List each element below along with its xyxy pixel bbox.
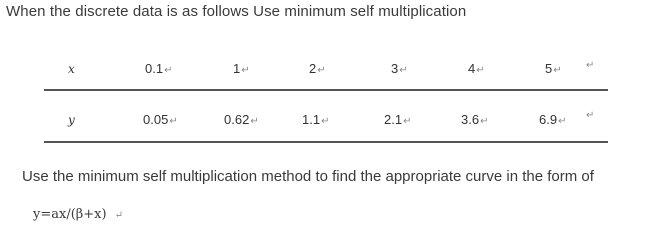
instruction-paragraph: Use the minimum self multiplication method to find the appropriate curve in the form of — [22, 168, 594, 185]
row-y-label: y — [68, 113, 75, 127]
return-mark-icon: ↵ — [558, 116, 567, 127]
table-rule-bottom — [44, 141, 608, 143]
y-value-5: 6.9↵ — [539, 112, 567, 127]
x-value-0: 0.1↵ — [145, 61, 173, 76]
y-value-2: 1.1↵ — [302, 112, 330, 127]
row-end-mark-icon: ↵ — [586, 60, 595, 71]
return-mark-icon: ↵ — [403, 116, 412, 127]
target-formula: y=ax/(β+x) ↵ — [33, 207, 123, 222]
return-mark-icon: ↵ — [317, 65, 326, 76]
question-heading: When the discrete data is as follows Use minimum self multiplication — [6, 3, 467, 20]
row-end-mark-icon: ↵ — [586, 110, 595, 121]
x-value-4: 4↵ — [468, 61, 485, 76]
row-x-label: x — [68, 62, 75, 76]
table-rule-top — [44, 89, 608, 91]
y-value-1: 0.62↵ — [224, 112, 259, 127]
return-mark-icon: ↵ — [114, 210, 123, 221]
x-value-3: 3↵ — [391, 61, 408, 76]
return-mark-icon: ↵ — [250, 116, 259, 127]
return-mark-icon: ↵ — [399, 65, 408, 76]
y-value-3: 2.1↵ — [384, 112, 412, 127]
x-value-5: 5↵ — [545, 61, 562, 76]
x-value-1: 1↵ — [233, 61, 250, 76]
return-mark-icon: ↵ — [241, 65, 250, 76]
x-value-2: 2↵ — [309, 61, 326, 76]
return-mark-icon: ↵ — [553, 65, 562, 76]
return-mark-icon: ↵ — [164, 65, 173, 76]
y-value-0: 0.05↵ — [143, 112, 178, 127]
return-mark-icon: ↵ — [169, 116, 178, 127]
return-mark-icon: ↵ — [480, 116, 489, 127]
return-mark-icon: ↵ — [321, 116, 330, 127]
data-table — [44, 44, 604, 144]
return-mark-icon: ↵ — [476, 65, 485, 76]
y-value-4: 3.6↵ — [461, 112, 489, 127]
